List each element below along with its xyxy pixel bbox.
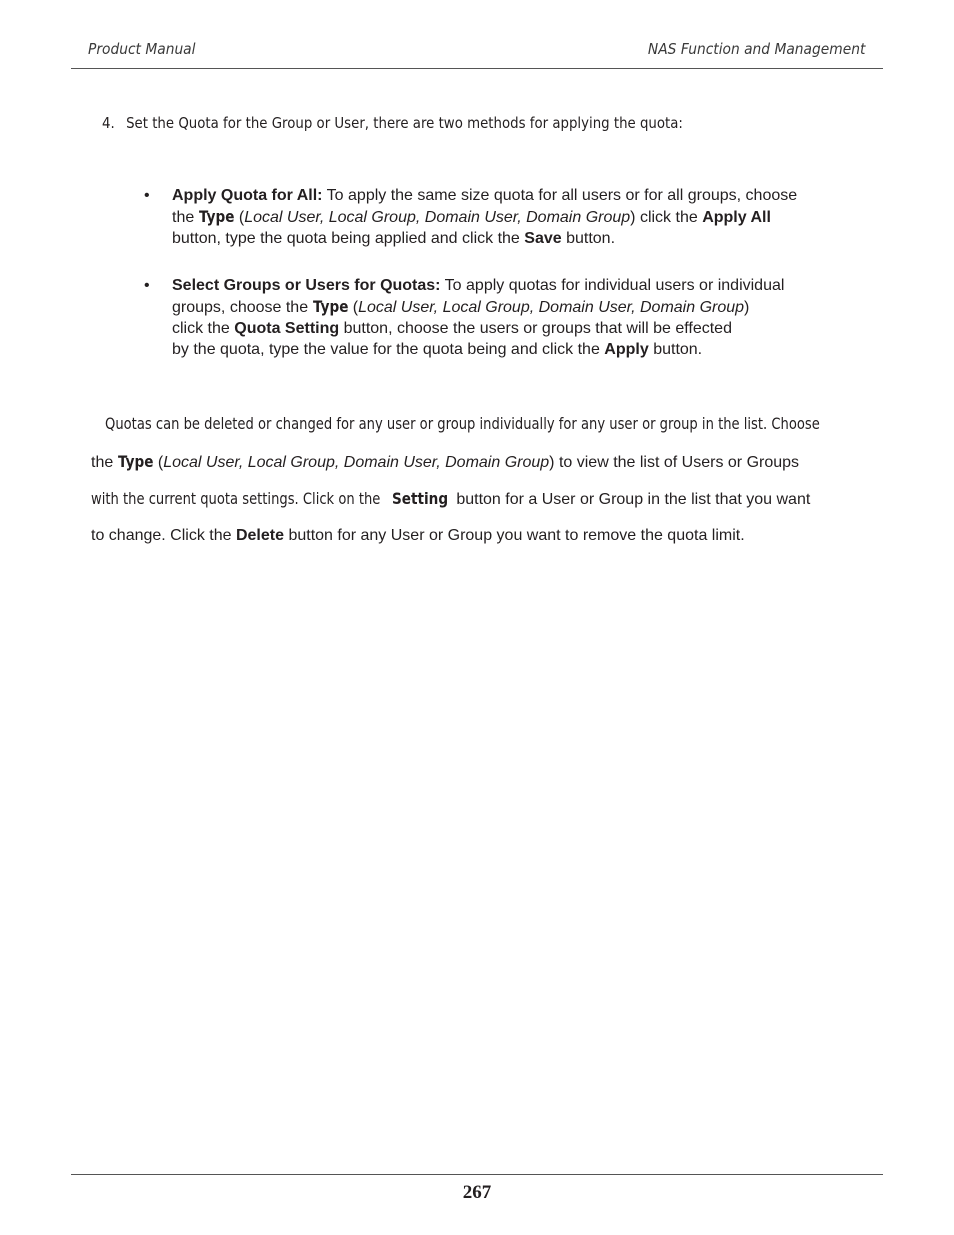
type-options: Local User, Local Group, Domain User, Domain Group <box>358 299 745 316</box>
bullet-title: Select Groups or Users for Quotas: <box>172 277 441 294</box>
apply-all-term: Apply All <box>702 209 771 226</box>
bullet-marker: • <box>144 277 150 294</box>
save-term: Save <box>524 230 562 247</box>
step-4 <box>102 114 683 132</box>
header-product-manual: Product Manual <box>88 40 196 58</box>
paragraph-line: the Type (Local User, Local Group, Domain User, Domain Group) to view the list of Users or Groups <box>91 452 800 471</box>
bullet-line: Apply Quota for All: To apply the same size quota for all users or for all groups, choose <box>172 187 798 204</box>
page-number: 267 <box>462 1182 492 1203</box>
paragraph-line: with the current quota settings. Click on theSetting button for a User or Group in the list that you want <box>91 489 811 508</box>
quota-setting-term: Quota Setting <box>234 320 340 337</box>
bullet-title: Apply Quota for All: <box>172 187 323 204</box>
footer-rule <box>71 1174 883 1175</box>
delete-term: Delete <box>235 527 284 544</box>
bullet-line: button, type the quota being applied and click the Save button. <box>172 230 616 247</box>
step-text: Set the Quota for the Group or User, there are two methods for applying the quota: <box>126 114 683 132</box>
bullet-line: groups, choose the Type (Local User, Local Group, Domain User, Domain Group) <box>172 297 750 316</box>
bullet-line: the Type (Local User, Local Group, Domain User, Domain Group) click the Apply All <box>172 207 771 226</box>
type-options: Local User, Local Group, Domain User, Domain Group <box>244 209 631 226</box>
bullet-line: click the Quota Setting button, choose the users or groups that will be effected <box>172 320 732 337</box>
bullet-line: Select Groups or Users for Quotas: To apply quotas for individual users or individual <box>172 277 785 294</box>
type-term: Type <box>312 297 349 316</box>
paragraph-line: to change. Click the Delete button for any User or Group you want to remove the quota limit. <box>91 527 745 544</box>
bullet-select-groups-or-users <box>144 275 862 360</box>
type-options: Local User, Local Group, Domain User, Domain Group <box>163 454 550 471</box>
type-term: Type <box>198 207 235 226</box>
bullet-apply-quota-for-all <box>144 185 862 249</box>
setting-term: Setting <box>391 489 448 508</box>
bullet-marker: • <box>144 187 150 204</box>
apply-term: Apply <box>604 341 649 358</box>
header-section-title: NAS Function and Management <box>647 40 865 58</box>
step-number: 4. <box>102 114 115 132</box>
header-rule <box>71 68 883 69</box>
bullet-line: by the quota, type the value for the quota being and click the Apply button. <box>172 341 703 358</box>
type-term: Type <box>117 452 154 471</box>
paragraph-line: Quotas can be deleted or changed for any user or group individually for any user or group in the list. Choose <box>105 414 820 433</box>
